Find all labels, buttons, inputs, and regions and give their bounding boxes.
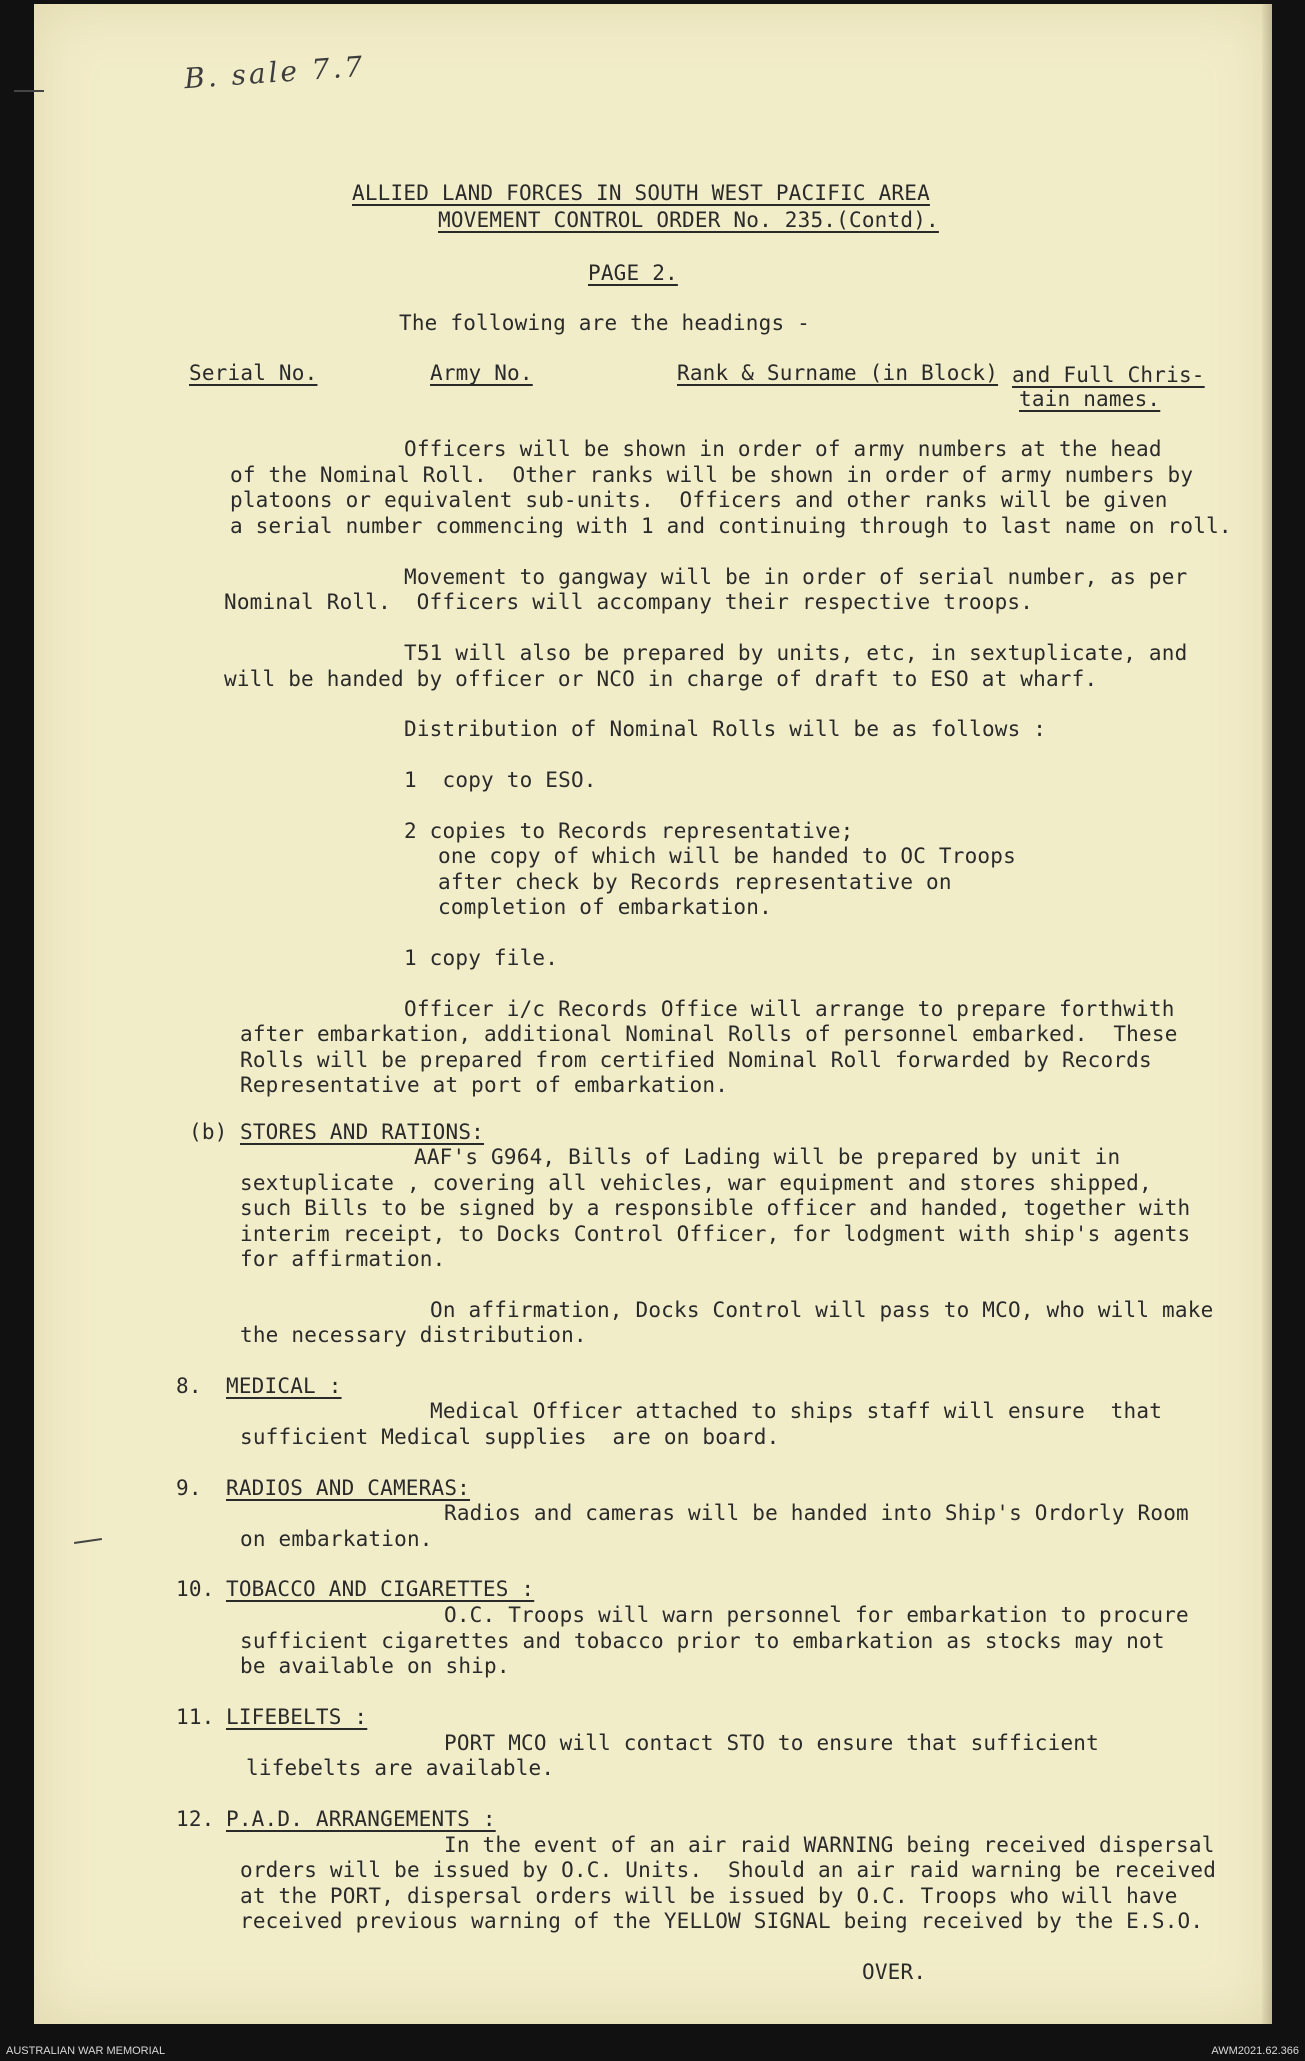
distribution-item-3: 1 copy file. [404,946,559,970]
para4-line: Rolls will be prepared from certified Nominal Roll forwarded by Records [240,1048,1152,1072]
footer-archive-name: AUSTRALIAN WAR MEMORIAL [6,2045,166,2057]
document-page [34,4,1272,2024]
margin-dash-mark [74,1538,102,1544]
distribution-item-2: one copy of which will be handed to OC Troops [438,844,1016,868]
tobacco-line: sufficient cigarettes and tobacco prior to embarkation as stocks may not [240,1629,1165,1653]
tobacco-line: O.C. Troops will warn personnel for embarkation to procure [444,1603,1189,1627]
stores-line: On affirmation, Docks Control will pass to MCO, who will make [430,1298,1214,1322]
pad-line: received previous warning of the YELLOW SIGNAL being received by the E.S.O. [240,1909,1204,1933]
footer-accession-number: AWM2021.62.366 [1211,2045,1299,2057]
column-rank: Rank & Surname (in Block) [677,361,999,385]
section-title-tobacco: TOBACCO AND CIGARETTES : [226,1577,535,1601]
pad-line: orders will be issued by O.C. Units. Should an air raid warning be received [240,1858,1217,1882]
para4-line: Officer i/c Records Office will arrange to prepare forthwith [404,997,1175,1021]
para2-line: Movement to gangway will be in order of serial number, as per [404,565,1188,589]
section-number-8: 8. [176,1374,202,1398]
section-title-pad: P.A.D. ARRANGEMENTS : [226,1807,496,1831]
column-full-2: tain names. [1019,387,1161,411]
para1-line: of the Nominal Roll. Other ranks will be shown in order of army numbers by [230,463,1194,487]
stores-line: such Bills to be signed by a responsible officer and handed, together with [240,1196,1191,1220]
margin-dash-mark [14,90,44,92]
section-title-stores: STORES AND RATIONS: [240,1120,485,1144]
page-number: PAGE 2. [588,261,678,285]
column-serial: Serial No. [189,361,318,385]
medical-line: sufficient Medical supplies are on board. [240,1425,780,1449]
over-note: OVER. [862,1960,927,1984]
header-order-number: MOVEMENT CONTROL ORDER No. 235.(Contd). [438,208,939,232]
para3-line: T51 will also be prepared by units, etc, in sextuplicate, and [404,641,1188,665]
para3-line: will be handed by officer or NCO in charge of draft to ESO at wharf. [224,667,1098,691]
medical-line: Medical Officer attached to ships staff will ensure that [430,1399,1163,1423]
pad-line: In the event of an air raid WARNING being received dispersal [444,1833,1215,1857]
distribution-intro: Distribution of Nominal Rolls will be as follows : [404,717,1047,741]
handwritten-note: B. sale 7.7 [183,49,367,96]
column-army: Army No. [430,361,533,385]
radios-line: Radios and cameras will be handed into Ship's Ordorly Room [444,1501,1189,1525]
stores-line: sextuplicate , covering all vehicles, war equipment and stores shipped, [240,1171,1152,1195]
para2-line: Nominal Roll. Officers will accompany their respective troops. [224,590,1034,614]
section-label-b: (b) [189,1120,228,1144]
stores-line: AAF's G964, Bills of Lading will be prepared by unit in [414,1145,1121,1169]
section-number-10: 10. [176,1577,215,1601]
headings-intro: The following are the headings - [399,311,810,335]
para4-line: after embarkation, additional Nominal Rolls of personnel embarked. These [240,1022,1178,1046]
stores-line: the necessary distribution. [240,1323,587,1347]
section-title-radios: RADIOS AND CAMERAS: [226,1476,471,1500]
distribution-item-2: completion of embarkation. [438,895,772,919]
para4-line: Representative at port of embarkation. [240,1073,729,1097]
section-number-9: 9. [176,1476,202,1500]
radios-line: on embarkation. [240,1527,433,1551]
section-number-12: 12. [176,1807,215,1831]
header-title: ALLIED LAND FORCES IN SOUTH WEST PACIFIC AREA [352,181,930,205]
distribution-item-2: 2 copies to Records representative; [404,819,854,843]
pad-line: at the PORT, dispersal orders will be issued by O.C. Troops who will have [240,1884,1178,1908]
stores-line: interim receipt, to Docks Control Officer, for lodgment with ship's agents [240,1222,1191,1246]
distribution-item-1: 1 copy to ESO. [404,768,597,792]
tobacco-line: be available on ship. [240,1654,510,1678]
lifebelts-line: lifebelts are available. [246,1756,555,1780]
distribution-item-2: after check by Records representative on [438,870,952,894]
para1-line: a serial number commencing with 1 and continuing through to last name on roll. [230,514,1232,538]
stores-line: for affirmation. [240,1247,446,1271]
para1-line: Officers will be shown in order of army numbers at the head [404,437,1162,461]
lifebelts-line: PORT MCO will contact STO to ensure that sufficient [444,1731,1099,1755]
column-full-1: and Full Chris- [1012,363,1205,387]
para1-line: platoons or equivalent sub-units. Officers and other ranks will be given [230,488,1168,512]
section-title-lifebelts: LIFEBELTS : [226,1705,368,1729]
section-title-medical: MEDICAL : [226,1374,342,1398]
section-number-11: 11. [176,1705,215,1729]
